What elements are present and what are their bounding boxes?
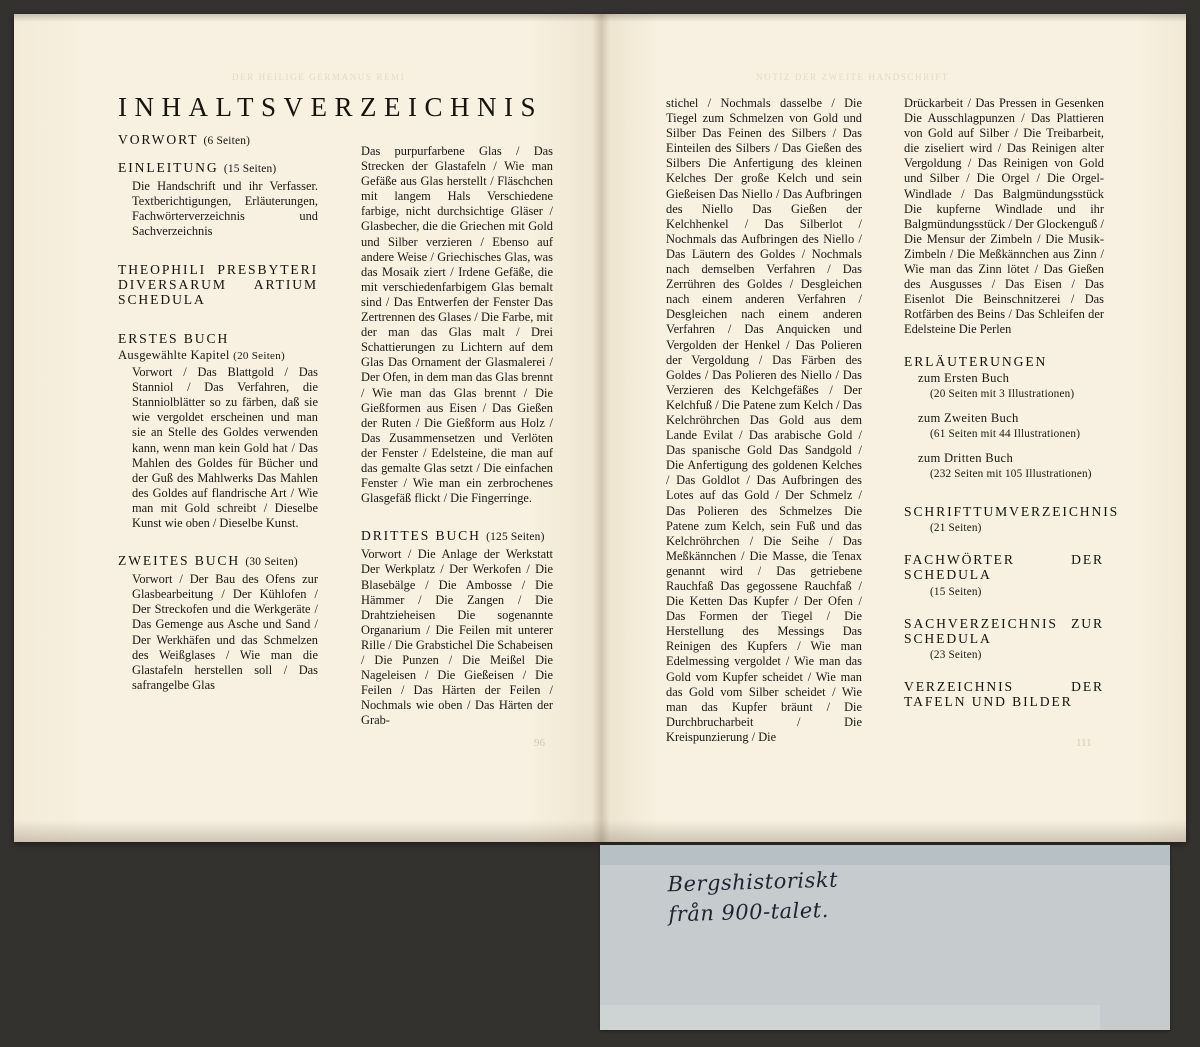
entry-erlaeuterungen: ERLÄUTERUNGEN xyxy=(904,353,1048,369)
entry-sachverzeichnis: SACHVERZEICHNIS ZUR SCHEDULA xyxy=(904,615,1104,646)
entry-vorwort xyxy=(118,132,318,149)
tag-tape-strip xyxy=(600,845,1170,865)
tag-bottom-strip xyxy=(600,1005,1100,1030)
entry-einleitung-label: EINLEITUNG xyxy=(118,160,219,176)
archival-label-tag xyxy=(600,845,1170,1030)
entry-erl-2-sub: (61 Seiten mit 44 Illustrationen) xyxy=(930,427,1081,440)
entry-erl-1: zum Ersten Buch xyxy=(918,370,1010,385)
folio-left: 96 xyxy=(534,737,545,749)
entry-erstes-buch-sub xyxy=(118,348,318,364)
entry-vorwort-label: VORWORT xyxy=(118,132,199,147)
page-content xyxy=(14,14,1186,842)
entry-schrifttum-pages: (21 Seiten) xyxy=(930,522,982,535)
page-edge-shadow-top xyxy=(14,14,1186,22)
entry-erl-1-sub: (20 Seiten mit 3 Illustrationen) xyxy=(930,387,1075,400)
handwritten-note-line1: Bergshistoriskt xyxy=(667,867,839,897)
page-title: INHALTSVERZEICHNIS xyxy=(118,92,543,122)
entry-erl-2: zum Zweiten Buch xyxy=(918,410,1019,425)
entry-erstes-buch: ERSTES BUCH xyxy=(118,330,230,346)
book-spread xyxy=(14,14,1186,842)
entry-einleitung xyxy=(118,160,318,177)
entry-fachwoerter-pages: (15 Seiten) xyxy=(930,585,982,598)
entry-schrifttum: SCHRIFTTUMVERZEICHNIS xyxy=(904,504,1120,520)
page-edge-shadow-bottom xyxy=(14,820,1186,842)
entry-erstes-buch-pages: (20 Seiten) xyxy=(233,349,285,362)
entry-zweites-buch-body: Vorwort / Der Bau des Ofens zur Glasbearbeitung / Der Kühlofen / Der Streckofen und die Werkgeräte / Das Gemenge aus Asche und Sand / Der Werkhäfen und das Schmelzen des Weißglases / Wie man die Glastafeln herstellen soll / Das safrangelbe Glas xyxy=(132,572,318,692)
entry-verzeichnis-tafeln: VERZEICHNIS DER TAFELN UND BILDER xyxy=(904,678,1104,709)
entry-fachwoerter: FACHWÖRTER DER SCHEDULA xyxy=(904,552,1104,583)
entry-erstes-buch-body: Vorwort / Das Blattgold / Das Stanniol / Das Verfahren, die Stanniolblätter so zu färben, daß sie wie vergoldet erscheinen und man sie an Stelle des Goldes verwenden kann, wenn man kein Gold hat / Das Mahlen des Goldes für Bücher und der Guß des Mahlwerks Das Mahlen des Goldes auf flandrische Art / Wie man mit Gold schreibt / Dieselbe Kunst wie oben / Dieselbe Kunst. xyxy=(132,365,318,530)
column-3-continued: stichel / Nochmals dasselbe / Die Tiegel zum Schmelzen von Gold und Silber Das Feinen des Silbers / Das Einteilen des Silbers / Das Gießen des Silbers Die Anfertigung des kleinen Kelches Der große Kelch und sein Gießeisen Das Niello / Das Aufbringen des Niello Das Gießen der Kelchhenkel / Das Silberlot / Nochmals das Aufbringen des Niello / Das Läutern des Goldes / Nochmals nach demselben Verfahren / Das Zerrühren des Goldes / Desgleichen nach einem anderen Verfahren / Desgleichen nach einem anderen Verfahren / Das Anquicken und Vergolden der Henkel / Das Polieren der Vergoldung / Das Färben des Goldes / Das Polieren des Niello / Das Verzieren des Kelchgefäßes / Der Kelchfuß / Die Patene zum Kelch / Das Kelchröhrchen Das Gold aus dem Lande Evilat / Das arabische Gold / Das spanische Gold Das Sandgold / Die Anfertigung des goldenen Kelches / Das Goldlot / Das Aufbringen des Lotes auf das Gold / Der Schmelz / Das Polieren des Schmelzes Die Patene zum Kelch, sein Fuß und das Kelchröhrchen / Die Seihe / Das Meßkännchen / Die Masse, die Tenax genannt wird / Das getriebene Rauchfaß Das gegossene Rauchfaß / Die Ketten Das Kupfer / Der Ofen / Das Formen der Tiegel / Die Herstellung des Messings Das Reinigen des Kupfers / Wie man Edelmessing vergoldet / Wie man das Gold vom Kupfer scheidet / Wie man das Gold vom Silber scheidet / Wie man das Kupfer bräunt / Die Durchbrucharbeit / Die Kreispunzierung / Die xyxy=(666,96,862,744)
handwritten-note-line2: från 900-talet. xyxy=(668,897,830,927)
entry-vorwort-pages: (6 Seiten) xyxy=(203,135,251,147)
column-4-continued: Drückarbeit / Das Pressen in Gesenken Die Ausschlagpunzen / Das Plattieren von Gold auf Silber / Die Treibarbeit, die ziseliert wird / Das Reinigen alter Vergoldung / Das Reinigen von Gold und Silber / Die Orgel / Die Orgel-Windlade / Das Balgmündungsstück Die kupferne Windlade und ihr Balgmündungsstück / Der Glockenguß / Die Mensur der Zimbeln / Die Musik-Zimbeln / Die Meßkännchen aus Zinn / Wie man das Zinn lötet / Das Gießen des Ausgusses / Das Eisen / Das Eisenlot Die Beinschnitzerei / Das Rotfärben des Beins / Das Schleifen der Edelsteine Die Perlen xyxy=(904,96,1104,337)
entry-erstes-buch-sub-label: Ausgewählte Kapitel xyxy=(118,347,230,362)
ghost-text-left: DER HEILIGE GERMANUS REMI xyxy=(232,72,406,82)
handwritten-note xyxy=(667,865,839,930)
column-1 xyxy=(118,132,318,693)
entry-drittes-buch-pages: (125 Seiten) xyxy=(486,531,545,544)
entry-erl-3-sub: (232 Seiten mit 105 Illustrationen) xyxy=(930,468,1092,481)
entry-zweites-buch-pages: (30 Seiten) xyxy=(245,556,298,569)
folio-right: 111 xyxy=(1076,737,1092,749)
entry-drittes-buch xyxy=(361,528,553,545)
entry-drittes-buch-label: DRITTES BUCH xyxy=(361,528,481,544)
entry-theophili: THEOPHILI PRESBYTERI DIVERSARUM ARTIUM SCHEDULA xyxy=(118,261,318,307)
entry-einleitung-pages: (15 Seiten) xyxy=(223,163,277,176)
entry-erl-3: zum Dritten Buch xyxy=(918,450,1014,465)
entry-sachverzeichnis-pages: (23 Seiten) xyxy=(930,648,982,661)
column-4 xyxy=(904,96,1120,711)
column-2 xyxy=(361,144,553,728)
entry-zweites-buch xyxy=(118,553,318,570)
ghost-text-right: NOTIZ DER ZWEITE HANDSCHRIFT xyxy=(756,72,950,82)
entry-einleitung-body: Die Handschrift und ihr Verfasser. Textberichtigungen, Erläuterungen, Fachwörterverzeichnis und Sachverzeichnis xyxy=(132,179,318,239)
column-3 xyxy=(666,96,862,745)
entry-zweites-buch-label: ZWEITES BUCH xyxy=(118,553,241,569)
column-2-continued: Das purpurfarbene Glas / Das Strecken der Glastafeln / Wie man Gefäße aus Glas herstellt / Fläschchen mit langem Hals Verschiedene farbige, nicht durchsichtige Gläser / Glasbecher, die die Griechen mit Gold und Silber verzieren / Ebenso auf andere Weise / Griechisches Glas, was das Mosaik ziert / Irdene Gefäße, die mit verschiedenfarbigem Glas bemalt sind / Das Entwerfen der Fenster Das Zertrennen des Glases / Die Farbe, mit der man das Glas malt / Drei Schattierungen zu Lichtern auf dem Glas Das Ornament der Glasmalerei / Der Ofen, in dem man das Glas brennt / Wie man das Glas brennt / Die Gießformen aus Eisen / Das Gießen der Ruten / Die Gießform aus Holz / Das Zusammensetzen und Verlöten der Fenster / Edelsteine, die man auf das gemalte Glas setzt / Die einfachen Fenster / Wie man ein zerbrochenes Glasgefäß flickt / Die Fingerringe. xyxy=(361,144,553,506)
entry-drittes-buch-body: Vorwort / Die Anlage der Werkstatt Der Werkplatz / Der Werkofen / Die Blasebälge / Die Ambosse / Die Hämmer / Die Zangen / Die Drahtzieheisen Die sogenannte Organarium / Die Feilen mit unterer Rille / Die Grabstichel Die Schabeisen / Die Punzen / Die Meißel Die Nageleisen / Die Gießeisen / Die Feilen / Das Härten der Feilen / Nochmals wie oben / Das Härten der Grab- xyxy=(361,547,553,728)
